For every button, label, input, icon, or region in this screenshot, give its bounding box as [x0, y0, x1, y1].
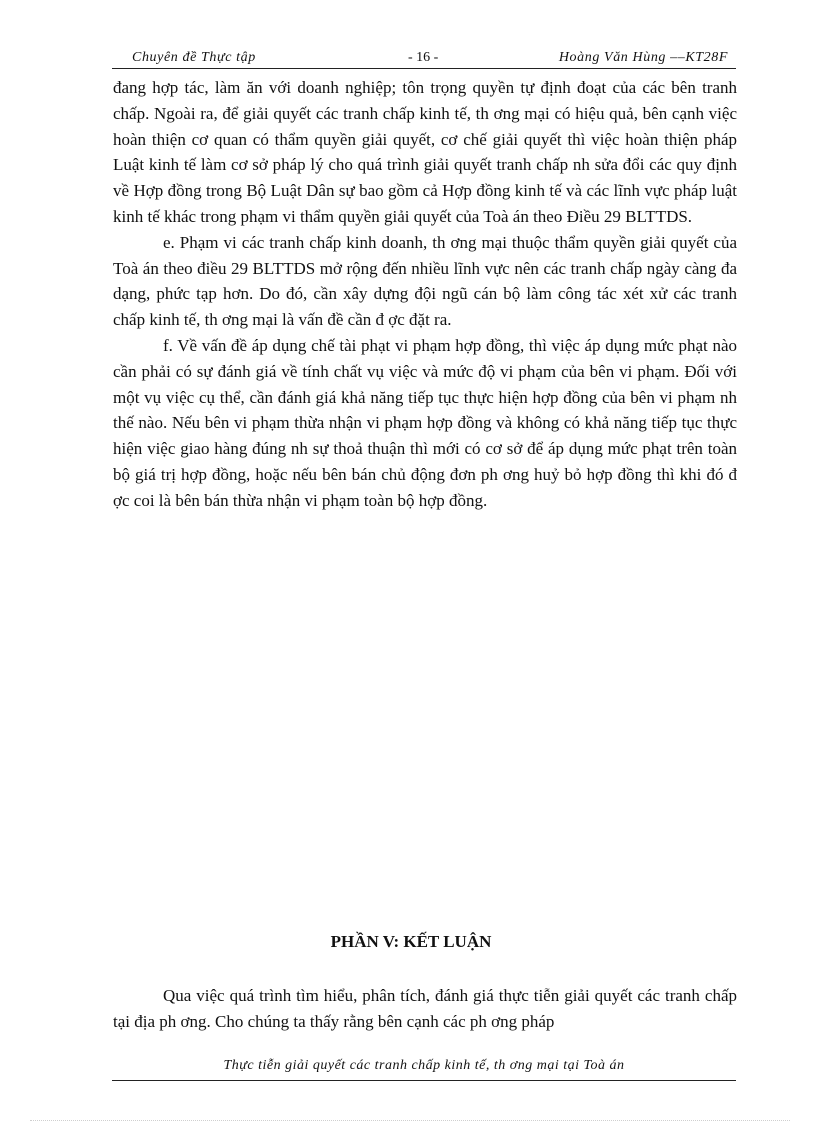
conclusion-paragraph: Qua việc quá trình tìm hiểu, phân tích, đánh giá thực tiễn giải quyết các tranh chấp tại địa ph ơng. Cho chúng ta thấy rằng bên cạnh các ph ơng pháp — [113, 986, 737, 1031]
paragraph-continuation: đang hợp tác, làm ăn với doanh nghiệp; tôn trọng quyền tự định đoạt của các bên tranh chấp. Ngoài ra, để giải quyết các tranh chấp kinh tế, th ơng mại có hiệu quả, bên cạnh việc hoàn thiện cơ quan có thẩm quyền giải quyết, cơ chế giải quyết thì việc hoàn thiện pháp Luật kinh tế làm cơ sở pháp lý cho quá trình giải quyết tranh chấp nh sửa đổi các quy định về Hợp đồng trong Bộ Luật Dân sự bao gồm cả Hợp đồng kinh tế và các lĩnh vực pháp luật kinh tế khác trong phạm vi thẩm quyền giải quyết của Toà án theo Điều 29 BLTTDS. — [113, 78, 737, 226]
page-footer: Thực tiễn giải quyết các tranh chấp kinh tế, th ơng mại tại Toà án — [112, 1058, 736, 1081]
paragraph-f: f. Về vấn đề áp dụng chế tài phạt vi phạm hợp đồng, thì việc áp dụng mức phạt nào cần phải có sự đánh giá về tính chất vụ việc và mức độ vi phạm của bên vi phạm. Đối với một vụ việc cụ thể, cần đánh giá khả năng tiếp tục thực hiện hợp đồng của bên vi phạm nh thế nào. Nếu bên vi phạm thừa nhận vi phạm hợp đồng và không có khả năng tiếp tục thực hiện việc giao hàng đúng nh sự thoả thuận thì mới có cơ sở để áp dụng mức phạt trên toàn bộ giá trị hợp đồng, hoặc nếu bên bán chủ động đơn ph ơng huỷ bỏ hợp đồng thì khi đó đ ợc coi là bên bán thừa nhận vi phạm toàn bộ hợp đồng. — [113, 335, 737, 510]
header-author: Hoàng Văn Hùng ––KT28F — [558, 50, 728, 65]
page-edge-divider — [30, 1120, 790, 1121]
section-title: PHẦN V: KẾT LUẬN — [330, 932, 492, 951]
paragraph-e: e. Phạm vi các tranh chấp kinh doanh, th ơng mại thuộc thẩm quyền giải quyết của Toà án theo điều 29 BLTTDS mở rộng đến nhiều lĩnh vực nên các tranh chấp ngày càng đa dạng, phức tạp hơn. Do đó, cần xây dựng đội ngũ cán bộ làm công tác xét xử các tranh chấp kinh tế, th ơng mại là vấn đề cần đ ợc đặt ra. — [113, 232, 737, 330]
body-text — [113, 75, 737, 514]
conclusion-text — [113, 983, 737, 1035]
page-number: - 16 - — [408, 50, 439, 65]
header-document-type: Chuyên đề Thực tập — [132, 50, 256, 65]
page-header — [112, 46, 736, 69]
